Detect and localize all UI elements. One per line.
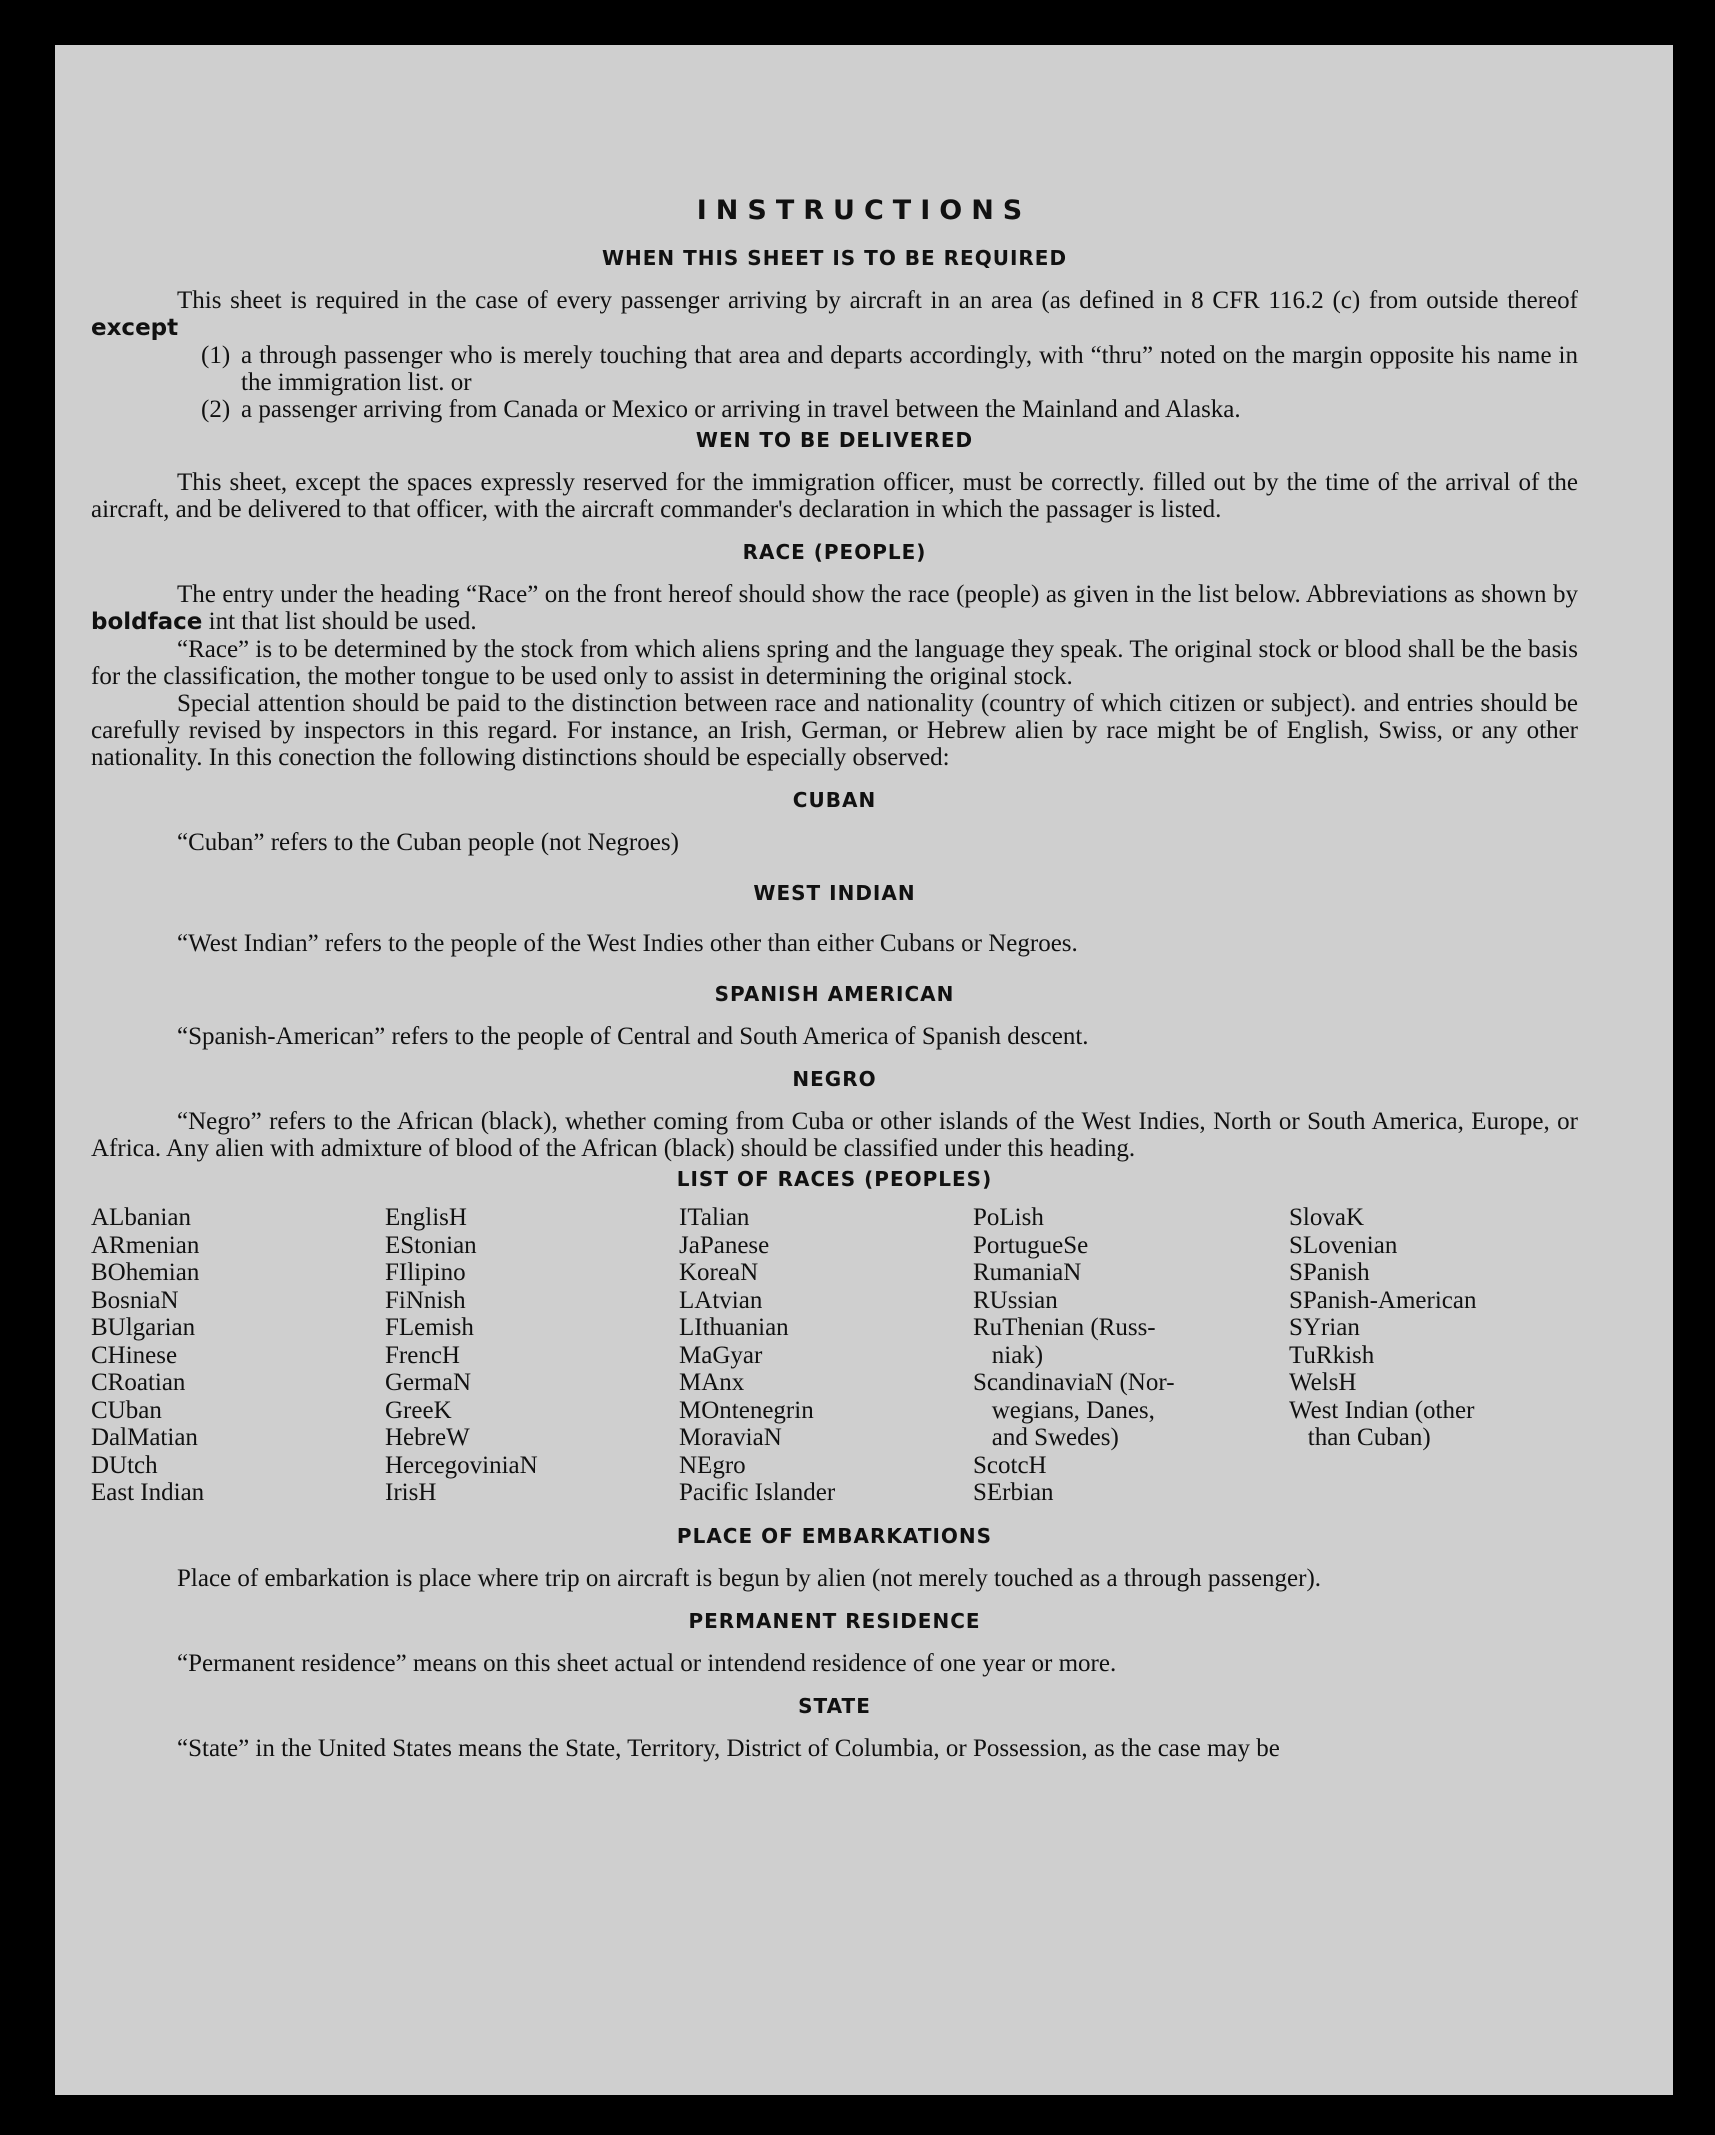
negro-text: “Negro” refers to the African (black), whether coming from Cuba or other islands of the West Indies, North or South America, Europe, or Africa. Any alien with admixture of blood of the African (black) should be classified under this heading. (91, 1108, 1578, 1162)
race-entry: WelsH (1289, 1369, 1357, 1396)
race-paragraph-2: “Race” is to be determined by the stock from which aliens spring and the language they speak. The original stock or blood shall be the basis for the classification, the mother tongue to be used only to assist in determining the original stock. (91, 636, 1578, 690)
race-entry: Pacific Islander (679, 1479, 836, 1506)
heading-required: WHEN THIS SHEET IS TO BE REQUIRED (601, 246, 1068, 270)
residence-text: “Permanent residence” means on this sheet actual or intendend residence of one year or more. (177, 1649, 1117, 1677)
race-entry: West Indian (other (1289, 1396, 1475, 1424)
heading-spanish-american: SPANISH AMERICAN (714, 982, 955, 1006)
races-column-3 (679, 1204, 973, 1507)
state-text: “State” in the United States means the State, Territory, District of Columbia, or Possession, as the case may be (177, 1734, 1280, 1762)
except-keyword: except (91, 315, 179, 341)
required-item-2: (2) a passenger arriving from Canada or Mexico or arriving in travel between the Mainland and Alaska. (201, 396, 1241, 423)
race-entry: RuThenian (Russ- (973, 1314, 1156, 1341)
race-entry: HercegoviniaN (385, 1451, 538, 1479)
race-entry: SLovenian (1289, 1231, 1398, 1259)
races-column-4 (973, 1204, 1289, 1507)
race-entry: PoLish (973, 1204, 1044, 1231)
race-entry: MaGyar (679, 1341, 763, 1369)
race-entry: BUlgarian (91, 1314, 196, 1341)
cuban-text: “Cuban” refers to the Cuban people (not Negroes) (177, 829, 679, 856)
embarkation-text: Place of embarkation is place where trip on aircraft is begun by alien (not merely touched as a through passenger). (177, 1564, 1322, 1592)
boldface-keyword: boldface (91, 609, 203, 635)
race-entry: BOhemian (91, 1259, 200, 1286)
race-paragraph-1: The entry under the heading “Race” on the front hereof should show the race (people) as given in the list below. Abbreviations as shown by boldface int that list should be used. (91, 581, 1578, 635)
race-entry: ScandinaviaN (Nor- (973, 1369, 1175, 1396)
race-entry: LAtvian (679, 1286, 763, 1314)
race-entry: EnglisH (385, 1204, 467, 1231)
race-entry: SlovaK (1289, 1204, 1364, 1231)
races-list (91, 1204, 1578, 1507)
heading-permanent-residence: PERMANENT RESIDENCE (688, 1608, 981, 1633)
race-entry: KoreaN (679, 1259, 759, 1286)
race-entry: DUtch (91, 1451, 158, 1479)
race-entry: FrencH (385, 1341, 460, 1369)
race-entry: BosniaN (91, 1286, 179, 1314)
heading-west-indian: WEST INDIAN (753, 881, 916, 905)
race-entry: RumaniaN (973, 1259, 1082, 1286)
required-intro: This sheet is required in the case of every passenger arriving by aircraft in an area (as defined in 8 CFR 116.2 (c) from outside thereof except (91, 287, 1578, 341)
required-item-1: (1) a through passenger who is merely touching that area and departs accordingly, with “thru” noted on the margin opposite his name in the immigration list. or (201, 342, 1578, 396)
heading-cuban: CUBAN (792, 788, 877, 812)
delivered-text: This sheet, except the spaces expressly reserved for the immigration officer, must be correctly. filled out by the time of the arrival of the aircraft, and be delivered to that officer, with the aircraft commander's declaration in which the passager is listed. (91, 469, 1578, 523)
spanish-american-text: “Spanish-American” refers to the people of Central and South America of Spanish descent. (177, 1023, 1089, 1050)
races-column-1 (91, 1204, 385, 1507)
race-entry: SPanish-American (1289, 1286, 1477, 1314)
race-entry: FIlipino (385, 1259, 466, 1286)
race-entry: RUssian (973, 1286, 1058, 1314)
heading-state: STATE (798, 1693, 871, 1718)
race-entry: MAnx (679, 1369, 745, 1396)
race-entry: GermaN (385, 1369, 472, 1396)
heading-negro: NEGRO (792, 1067, 877, 1091)
race-entry: DalMatian (91, 1424, 198, 1451)
race-entry: GreeK (385, 1396, 452, 1424)
race-entry: HebreW (385, 1424, 470, 1451)
west-indian-text: “West Indian” refers to the people of the West Indies other than either Cubans or Negroes. (177, 930, 1078, 957)
race-entry: CRoatian (91, 1369, 186, 1396)
page-title: INSTRUCTIONS (696, 195, 1032, 226)
race-entry: MoraviaN (679, 1424, 782, 1451)
race-entry: ARmenian (91, 1231, 200, 1259)
race-entry: than Cuban) (1289, 1424, 1431, 1451)
race-entry: PortugueSe (973, 1231, 1089, 1259)
heading-list-of-races: LIST OF RACES (PEOPLES) (676, 1167, 993, 1191)
races-column-5 (1289, 1204, 1549, 1507)
race-entry: FiNnish (385, 1286, 466, 1314)
heading-delivered: WEN TO BE DELIVERED (695, 428, 974, 452)
race-entry: ScotcH (973, 1451, 1047, 1479)
races-column-2 (385, 1204, 679, 1507)
race-entry: ALbanian (91, 1204, 191, 1231)
race-paragraph-3: Special attention should be paid to the distinction between race and nationality (country of which citizen or subject). and entries should be carefully revised by inspectors in this regard. For instance, an Irish, German, or Hebrew alien by race might be of English, Swiss, or any other nationality. In this conection the following distinctions should be especially observed: (91, 690, 1578, 771)
race-entry: MOntenegrin (679, 1396, 814, 1424)
heading-race: RACE (PEOPLE) (742, 540, 927, 564)
heading-embarkation: PLACE OF EMBARKATIONS (676, 1523, 993, 1548)
race-entry: CHinese (91, 1341, 178, 1369)
race-entry: IrisH (385, 1479, 437, 1506)
race-entry: and Swedes) (973, 1424, 1119, 1451)
instructions-body (91, 241, 1578, 1762)
race-entry: East Indian (91, 1479, 205, 1506)
race-entry: SErbian (973, 1479, 1054, 1506)
race-entry: EStonian (385, 1231, 477, 1259)
race-entry: niak) (973, 1341, 1044, 1369)
race-entry: ITalian (679, 1204, 750, 1231)
race-entry: LIthuanian (679, 1314, 789, 1341)
race-entry: SPanish (1289, 1259, 1370, 1286)
race-entry: FLemish (385, 1314, 474, 1341)
race-entry: CUban (91, 1396, 162, 1424)
race-entry: SYrian (1289, 1314, 1360, 1341)
document-sheet (55, 45, 1673, 2095)
race-entry: wegians, Danes, (973, 1396, 1155, 1424)
race-entry: TuRkish (1289, 1341, 1375, 1369)
race-entry: JaPanese (679, 1231, 770, 1259)
race-entry: NEgro (679, 1451, 746, 1479)
